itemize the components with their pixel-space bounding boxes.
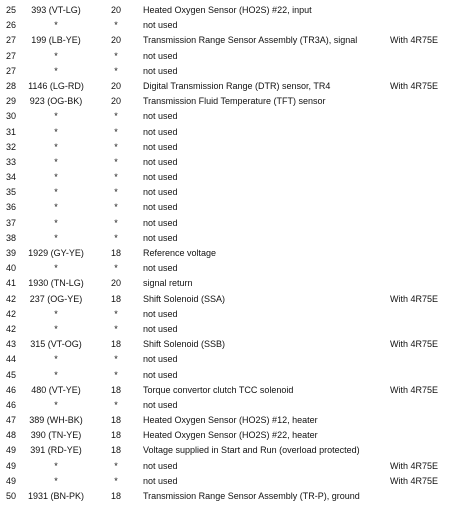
pin-description: Transmission Range Sensor Assembly (TR-P), ground — [143, 491, 360, 501]
circuit-id: 391 (RD-YE) — [30, 445, 82, 456]
table-row — [0, 246, 453, 261]
table-row — [0, 155, 453, 170]
pin-number: 27 — [6, 65, 17, 76]
table-row — [0, 383, 453, 398]
pin-description: not used — [143, 20, 178, 31]
pin-number: 31 — [6, 126, 17, 137]
pin-description: not used — [143, 475, 178, 486]
wire-gauge: * — [114, 20, 118, 31]
circuit-id: * — [54, 399, 58, 410]
pin-description: Transmission Fluid Temperature (TFT) sensor — [143, 96, 326, 107]
pin-note: With 4R75E — [390, 35, 439, 46]
table-row — [0, 261, 453, 276]
pin-number: 32 — [6, 141, 17, 152]
pin-description: not used — [143, 187, 178, 198]
circuit-id: 315 (VT-OG) — [30, 339, 82, 350]
wire-gauge: * — [114, 369, 118, 380]
wire-gauge: * — [114, 187, 118, 198]
wire-gauge: 18 — [110, 491, 121, 501]
wire-gauge: * — [114, 263, 118, 274]
pin-number: 33 — [6, 156, 17, 167]
table-row — [0, 489, 453, 504]
pin-number: 49 — [6, 460, 17, 471]
table-row — [0, 94, 453, 109]
table-row — [0, 459, 453, 474]
pin-description: not used — [143, 217, 178, 228]
pin-description: Heated Oxygen Sensor (HO2S) #12, heater — [143, 415, 318, 426]
circuit-id: * — [54, 263, 58, 274]
circuit-id: * — [54, 354, 58, 365]
pin-description: Shift Solenoid (SSA) — [143, 293, 226, 304]
table-row — [0, 33, 453, 48]
wire-gauge: * — [114, 232, 118, 243]
circuit-id: * — [54, 308, 58, 319]
pin-number: 29 — [6, 96, 17, 107]
wire-gauge: 20 — [110, 35, 121, 46]
pin-description: not used — [143, 141, 178, 152]
wire-gauge: * — [114, 399, 118, 410]
circuit-id: * — [54, 475, 58, 486]
circuit-id: * — [54, 202, 58, 213]
table-row — [0, 140, 453, 155]
pin-description: Torque convertor clutch TCC solenoid — [143, 384, 294, 395]
pin-description: not used — [143, 460, 178, 471]
pin-description: not used — [143, 399, 178, 410]
circuit-id: * — [54, 126, 58, 137]
wire-gauge: * — [114, 475, 118, 486]
wire-gauge: 18 — [110, 430, 121, 441]
pin-description: Digital Transmission Range (DTR) sensor, TR4 — [143, 80, 331, 91]
circuit-id: * — [54, 187, 58, 198]
pin-number: 46 — [6, 399, 17, 410]
pin-number: 35 — [6, 187, 17, 198]
circuit-id: * — [54, 20, 58, 31]
table-row — [0, 474, 453, 489]
pin-number: 25 — [6, 5, 17, 15]
circuit-id: * — [54, 172, 58, 183]
wire-gauge: * — [114, 217, 118, 228]
pin-number: 41 — [6, 278, 17, 289]
circuit-id: * — [54, 232, 58, 243]
wire-gauge: 20 — [110, 5, 121, 15]
table-row — [0, 398, 453, 413]
pin-number: 30 — [6, 111, 17, 122]
table-row — [0, 3, 453, 18]
circuit-id: * — [54, 369, 58, 380]
pin-number: 38 — [6, 232, 17, 243]
circuit-id: 1146 (LG-RD) — [28, 80, 84, 91]
circuit-id: 389 (WH-BK) — [29, 415, 83, 426]
table-row — [0, 337, 453, 352]
table-row — [0, 368, 453, 383]
circuit-id: * — [54, 50, 58, 61]
pin-note: With 4R75E — [390, 339, 439, 350]
pin-description: not used — [143, 232, 178, 243]
pin-number: 40 — [6, 263, 17, 274]
pin-number: 26 — [6, 20, 17, 31]
wire-gauge: * — [114, 156, 118, 167]
circuit-id: 480 (VT-YE) — [31, 384, 81, 395]
circuit-id: * — [54, 156, 58, 167]
wire-gauge: 18 — [110, 445, 121, 456]
table-row — [0, 322, 453, 337]
circuit-id: 1931 (BN-PK) — [27, 491, 85, 501]
wire-gauge: 18 — [110, 293, 121, 304]
pin-number: 48 — [6, 430, 17, 441]
wire-gauge: * — [114, 308, 118, 319]
wire-gauge: 18 — [110, 248, 121, 258]
pin-number: 34 — [6, 172, 17, 183]
table-row — [0, 109, 453, 124]
wire-gauge: * — [114, 323, 118, 334]
pin-number: 42 — [6, 293, 17, 304]
wire-gauge: 20 — [110, 278, 121, 289]
table-row — [0, 428, 453, 443]
pin-number: 43 — [6, 339, 17, 350]
circuit-id: 237 (OG-YE) — [29, 293, 83, 304]
wire-gauge: * — [114, 202, 118, 213]
pin-number: 28 — [6, 80, 17, 91]
pin-description: Transmission Range Sensor Assembly (TR3A), signal — [143, 35, 358, 46]
table-row — [0, 125, 453, 140]
wire-gauge: * — [114, 126, 118, 137]
circuit-id: 390 (TN-YE) — [30, 430, 82, 441]
pin-description: not used — [143, 126, 178, 137]
pin-number: 50 — [6, 491, 17, 501]
pin-description: not used — [143, 50, 178, 61]
table-row — [0, 231, 453, 246]
wire-gauge: * — [114, 111, 118, 122]
wire-gauge: * — [114, 141, 118, 152]
table-row — [0, 185, 453, 200]
pin-description: not used — [143, 369, 178, 380]
circuit-id: 393 (VT-LG) — [31, 5, 81, 15]
pin-description: not used — [143, 202, 178, 213]
pin-number: 39 — [6, 248, 17, 258]
circuit-id: * — [54, 65, 58, 76]
table-row — [0, 276, 453, 291]
pin-number: 46 — [6, 384, 17, 395]
pin-number: 42 — [6, 308, 17, 319]
pin-description: Heated Oxygen Sensor (HO2S) #22, heater — [143, 430, 318, 441]
wire-gauge: 20 — [110, 80, 121, 91]
pin-number: 47 — [6, 415, 17, 426]
pin-number: 49 — [6, 475, 17, 486]
pin-description: signal return — [143, 278, 193, 289]
circuit-id: * — [54, 141, 58, 152]
table-row — [0, 49, 453, 64]
pin-description: not used — [143, 65, 178, 76]
table-row — [0, 352, 453, 367]
table-row — [0, 216, 453, 231]
circuit-id: 1929 (GY-YE) — [28, 248, 84, 258]
pin-description: not used — [143, 354, 178, 365]
pin-number: 45 — [6, 369, 17, 380]
wire-gauge: * — [114, 354, 118, 365]
circuit-id: 923 (OG-BK) — [29, 96, 83, 107]
table-row — [0, 18, 453, 33]
table-row — [0, 64, 453, 79]
pin-description: Reference voltage — [143, 248, 217, 258]
pin-number: 44 — [6, 354, 17, 365]
pin-note: With 4R75E — [390, 80, 439, 91]
table-row — [0, 200, 453, 215]
circuit-id: * — [54, 460, 58, 471]
pin-description: not used — [143, 111, 178, 122]
pin-number: 42 — [6, 323, 17, 334]
circuit-id: 1930 (TN-LG) — [28, 278, 84, 289]
pin-description: Heated Oxygen Sensor (HO2S) #22, input — [143, 5, 312, 15]
pin-description: not used — [143, 323, 178, 334]
table-row — [0, 443, 453, 458]
pin-description: not used — [143, 172, 178, 183]
pin-number: 36 — [6, 202, 17, 213]
circuit-id: 199 (LB-YE) — [31, 35, 81, 46]
wire-gauge: 18 — [110, 339, 121, 350]
pin-description: not used — [143, 156, 178, 167]
table-row — [0, 307, 453, 322]
pin-note: With 4R75E — [390, 293, 439, 304]
wire-gauge: * — [114, 50, 118, 61]
pin-description: not used — [143, 263, 178, 274]
pin-description: Voltage supplied in Start and Run (overload protected) — [143, 445, 360, 456]
pin-description: Shift Solenoid (SSB) — [143, 339, 226, 350]
wire-gauge: 18 — [110, 415, 121, 426]
wire-gauge: * — [114, 460, 118, 471]
wire-gauge: 18 — [110, 384, 121, 395]
table-row — [0, 292, 453, 307]
circuit-id: * — [54, 111, 58, 122]
wire-gauge: 20 — [110, 96, 121, 107]
pin-description: not used — [143, 308, 178, 319]
pin-note: With 4R75E — [390, 475, 439, 486]
pin-number: 37 — [6, 217, 17, 228]
wire-gauge: * — [114, 65, 118, 76]
pin-note: With 4R75E — [390, 460, 439, 471]
pin-note: With 4R75E — [390, 384, 439, 395]
pin-number: 49 — [6, 445, 17, 456]
table-row — [0, 79, 453, 94]
pin-number: 27 — [6, 50, 17, 61]
circuit-id: * — [54, 323, 58, 334]
table-row — [0, 170, 453, 185]
wire-gauge: * — [114, 172, 118, 183]
table-row — [0, 413, 453, 428]
circuit-id: * — [54, 217, 58, 228]
pin-number: 27 — [6, 35, 17, 46]
